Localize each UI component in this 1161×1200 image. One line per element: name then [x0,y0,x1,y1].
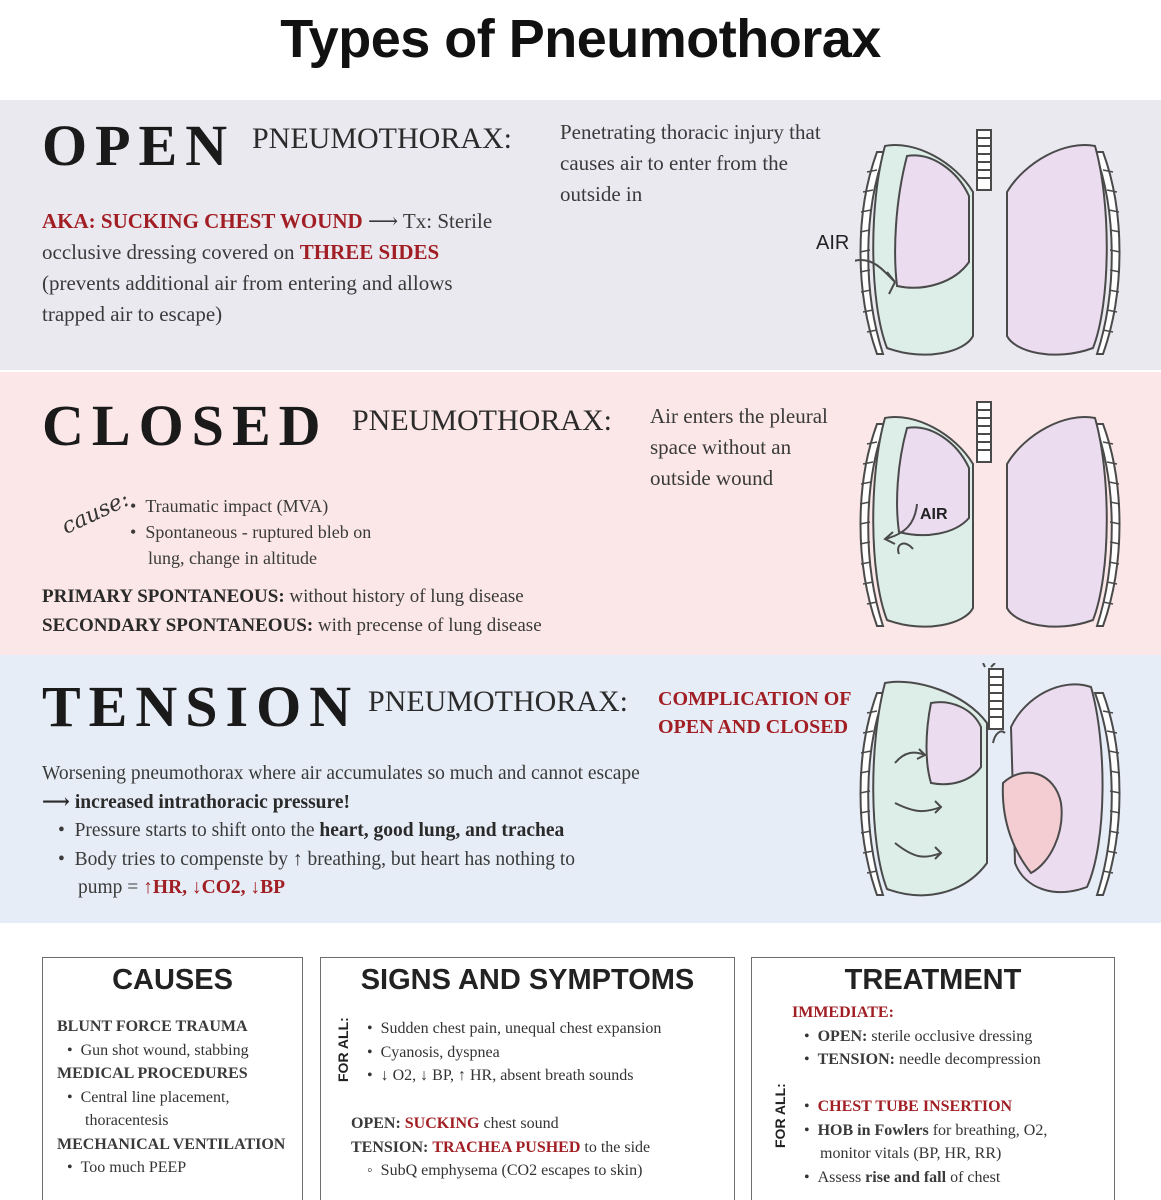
closed-subheading: PNEUMOTHORAX: [352,404,613,437]
closed-section [0,372,1161,655]
closed-lung-illustration [855,394,1125,646]
tension-lung-illustration [855,663,1125,919]
list-item: • ↓ O2, ↓ BP, ↑ HR, absent breath sounds [367,1067,634,1084]
closed-air-label: AIR [920,506,948,523]
cause-label: cause: [58,486,134,540]
for-all-label: FOR ALL: [772,1083,788,1148]
signs-box [320,957,735,1200]
causes-list [57,1015,285,1180]
treatment-all: • CHEST TUBE INSERTION • HOB in Fowlers for breathing, O2, monitor vitals (BP, HR, RR) • Assess rise and fall of chest [804,1098,1048,1186]
treatment-box [751,957,1115,1200]
closed-definition: Air enters the pleural space without an outside wound [650,404,828,490]
tension-description: Worsening pneumothorax where air accumulates so much and cannot escape ⟶ increased intrathoracic pressure! • Pressure starts to shift onto the heart, good lung, and trachea • Body tries to compenste by ↑ breathing, but heart has nothing to pump = ↑HR, ↓CO2, ↓BP [42,763,640,898]
page-title: Types of Pneumothorax [280,9,881,69]
closed-cause-list: • Traumatic impact (MVA) • Spontaneous - ruptured bleb on lung, change in altitude [130,496,372,568]
list-item: MEDICAL PROCEDURES [57,1065,248,1082]
signs-title: SIGNS AND SYMPTOMS [360,964,695,996]
causes-box [42,957,303,1200]
tension-heading: TENSION [42,674,360,739]
list-item: MECHANICAL VENTILATION [57,1135,286,1153]
treatment-immediate: IMMEDIATE: • OPEN: sterile occlusive dressing • TENSION: needle decompression [792,1004,1041,1068]
open-air-label: AIR [816,232,850,254]
list-item: thoracentesis [85,1112,169,1129]
closed-spontaneous: PRIMARY SPONTANEOUS: without history of lung disease SECONDARY SPONTANEOUS: with precense of lung disease [42,586,542,636]
list-item: BLUNT FORCE TRAUMA [57,1018,248,1035]
list-item: • Too much PEEP [67,1159,187,1176]
tension-complication: COMPLICATION OF OPEN AND CLOSED [658,688,852,738]
open-treatment-text: AKA: SUCKING CHEST WOUND ⟶ Tx: Sterile occlusive dressing covered on THREE SIDES (prevents additional air from entering and allows trapped air to escape) [42,209,493,326]
closed-heading: CLOSED [42,393,329,458]
open-section [0,100,1161,370]
open-subheading: PNEUMOTHORAX: [252,122,513,155]
list-item: • Cyanosis, dyspnea [367,1043,500,1061]
list-item: • Gun shot wound, stabbing [67,1041,249,1059]
open-definition: Penetrating thoracic injury that causes air to enter from the outside in [560,120,821,206]
list-item: • Sudden chest pain, unequal chest expansion [367,1020,662,1037]
tension-section [0,655,1161,923]
causes-title: CAUSES [112,964,233,996]
open-heading: OPEN [42,113,236,178]
list-item: • Central line placement, [67,1088,230,1106]
open-lung-illustration [855,122,1125,368]
treatment-title: TREATMENT [844,964,1022,996]
for-all-label: FOR ALL: [335,1017,351,1082]
tension-subheading: PNEUMOTHORAX: [368,685,629,718]
signs-list [367,1017,661,1088]
signs-specific: OPEN: SUCKING chest sound TENSION: TRACHEA PUSHED to the side ◦ SubQ emphysema (CO2 escapes to skin) [351,1115,651,1179]
